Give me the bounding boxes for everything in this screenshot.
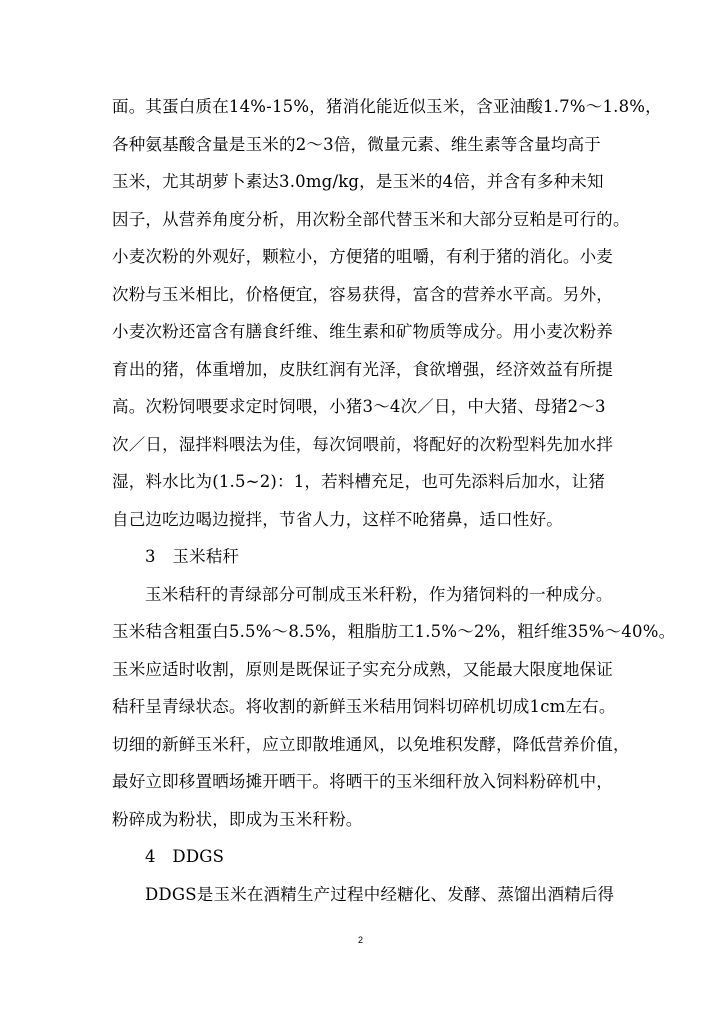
- text-line: 育出的猪，体重增加，皮肤红润有光泽，食欲增强，经济效益有所提: [112, 359, 613, 379]
- body-text: [112, 88, 676, 913]
- text-line: 因子，从营养角度分析，用次粉全部代替玉米和大部分豆粕是可行的。: [112, 209, 630, 229]
- text-line: 高。次粉饲喂要求定时饲喂，小猪3～4次／日，中大猪、母猪2～3: [112, 397, 606, 416]
- section-heading: 4 DDGS: [145, 847, 225, 866]
- text-line: DDGS是玉米在酒精生产过程中经糖化、发酵、蒸馏出酒精后得: [145, 884, 615, 904]
- text-line: 粉碎成为粉状，即成为玉米秆粉。: [112, 809, 363, 829]
- text-line: 玉米应适时收割，原则是既保证子实充分成熟，又能最大限度地保证: [112, 659, 613, 679]
- text-line: 次粉与玉米相比，价格便宜，容易获得，富含的营养水平高。另外，: [112, 284, 613, 304]
- text-line: 湿，料水比为(1.5~2)：1，若料槽充足，也可先添料后加水，让猪: [112, 472, 606, 491]
- text-line: 自己边吃边喝边搅拌，节省人力，这样不呛猪鼻，适口性好。: [112, 509, 563, 529]
- section-heading: 3 玉米秸秆: [145, 547, 240, 566]
- text-line: 秸秆呈青绿状态。将收割的新鲜玉米秸用饲料切碎机切成1cm左右。: [112, 697, 616, 716]
- text-line: 各种氨基酸含量是玉米的2～3倍，微量元素、维生素等含量均高于: [112, 134, 601, 154]
- text-line: 小麦次粉的外观好，颗粒小，方便猪的咀嚼，有利于猪的消化。小麦: [112, 247, 613, 266]
- text-line: 切细的新鲜玉米秆，应立即散堆通风，以免堆积发酵，降低营养价值，: [112, 734, 630, 754]
- text-line: 玉米，尤其胡萝卜素达3.0mg/kg，是玉米的4倍，并含有多种未知: [112, 172, 604, 191]
- text-line: 玉米秸含粗蛋白5.5%～8.5%，粗脂肪工1.5%～2%，粗纤维35%～40%。: [112, 622, 676, 641]
- text-line: 小麦次粉还富含有膳食纤维、维生素和矿物质等成分。用小麦次粉养: [112, 322, 613, 341]
- text-line: 玉米秸秆的青绿部分可制成玉米秆粉，作为猪饲料的一种成分。: [145, 584, 613, 604]
- text-line: 面。其蛋白质在14%-15%，猪消化能近似玉米，含亚油酸1.7%～1.8%，: [112, 97, 662, 116]
- text-line: 次／日，湿拌料喂法为佳，每次饲喂前，将配好的次粉型料先加水拌: [112, 434, 613, 454]
- page-number: 2: [357, 935, 363, 945]
- text-line: 最好立即移置晒场摊开晒干。将晒干的玉米细秆放入饲料粉碎机中，: [112, 772, 613, 791]
